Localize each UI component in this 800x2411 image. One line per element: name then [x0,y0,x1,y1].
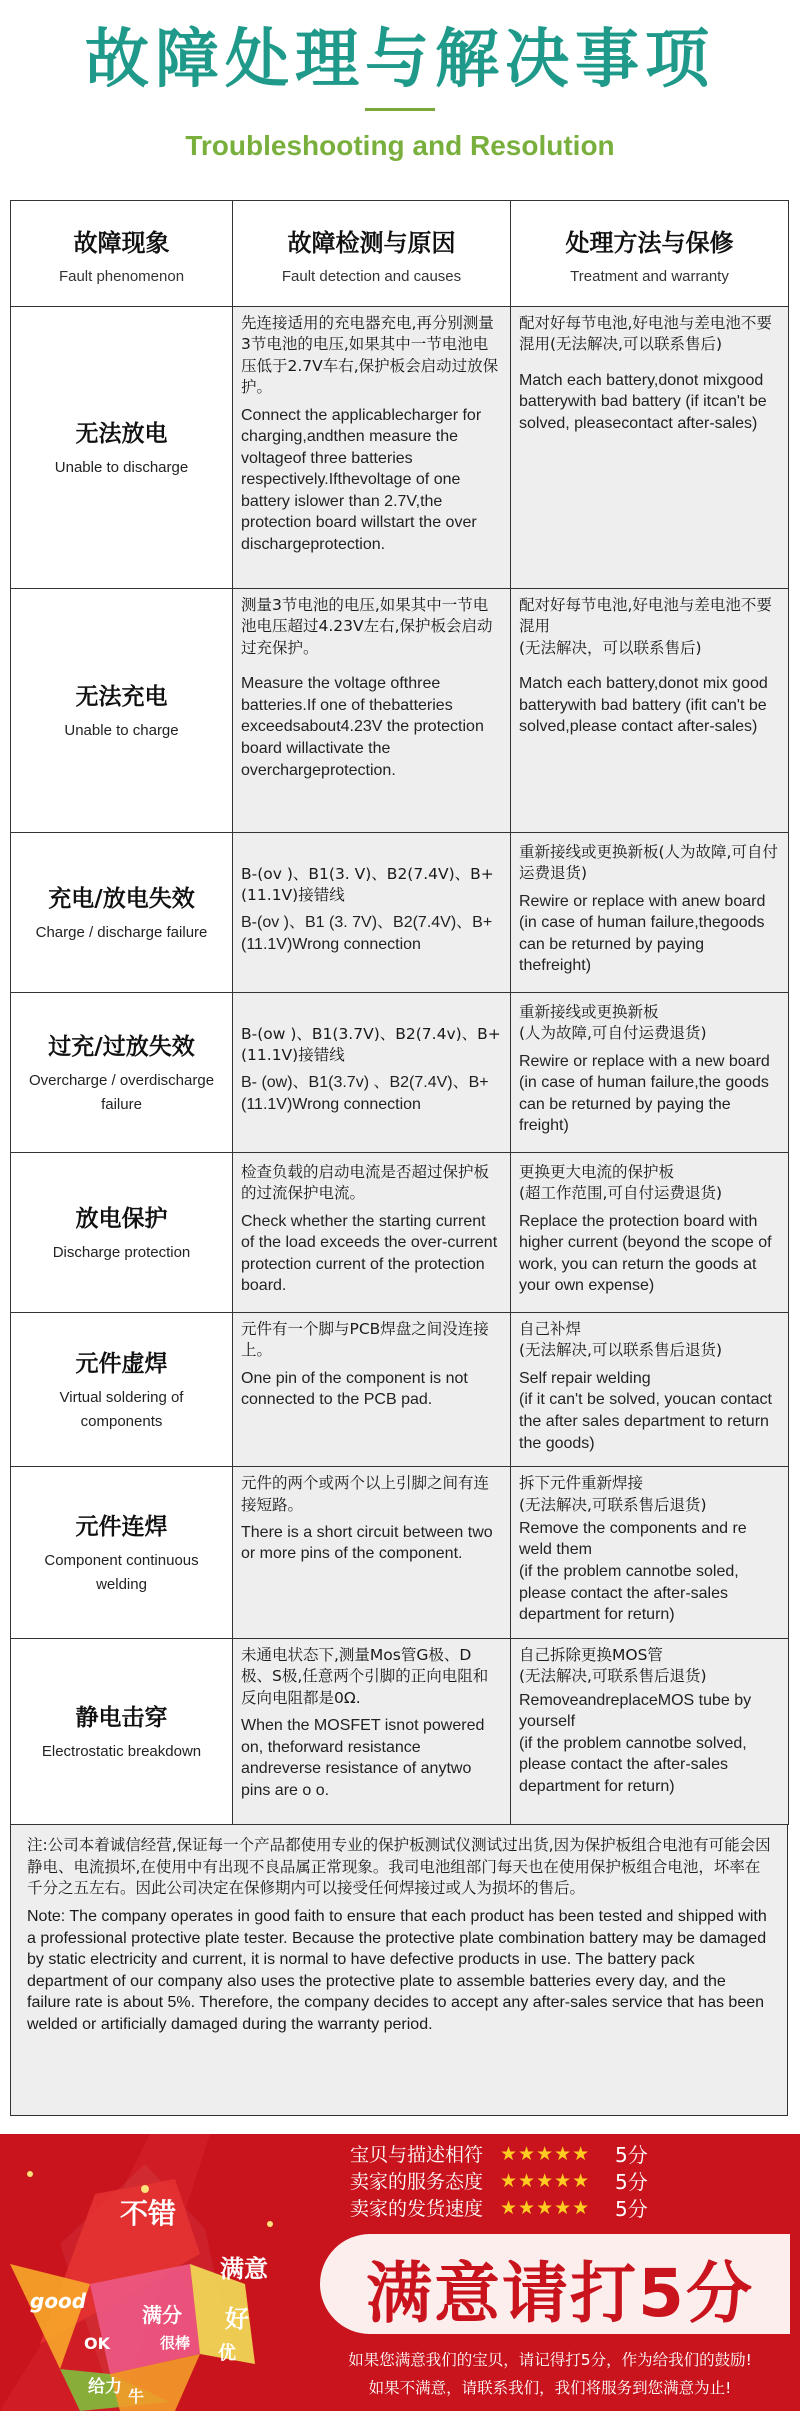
fix-en: Rewire or replace with anew board (in case of human failure,thegoods can be returned by paying thefreight) [519,892,766,975]
cause-en: B-(ov )、B1 (3. 7V)、B2(7.4V)、B+(11.1V)Wrong connection [241,914,493,953]
symptom-en: Discharge protection [52,1244,191,1261]
symptom-zh: 元件连焊 [75,1513,168,1540]
fan-word: 很棒 [160,2334,191,2352]
fan-word: 优 [218,2343,236,2364]
cause-zh: 未通电状态下,测量Mos管G极、D极、S极,任意两个引脚的正向电阻和反向电阻都是0Ω. [241,1645,489,1707]
rating-banner [0,2134,800,2411]
fix-zh: 配对好每节电池,好电池与差电池不要混用(无法解决,可以联系售后) [519,314,772,354]
header-cause-zh: 故障检测与原因 [287,228,456,257]
rating-row-shipping [350,2194,670,2221]
fix-en: Replace the protection board with higher current (beyond the scope of work, you can return the goods at your own expense) [519,1212,772,1295]
symptom-en: Unable to discharge [54,459,189,476]
rating-list [350,2140,670,2221]
symptom-en: Charge / discharge failure [35,924,208,941]
cause-zh: 元件的两个或两个以上引脚之间有连接短路。 [241,1474,490,1514]
rating-score: 5分 [615,2143,648,2167]
symptom-cell [11,1467,233,1639]
symptom-zh: 充电/放电失效 [48,886,195,912]
symptom-zh: 无法放电 [75,421,168,447]
fan-word: 不错 [120,2197,177,2230]
header-cause-en: Fault detection and causes [281,267,462,285]
header-fix-en: Treatment and warranty [570,267,729,285]
symptom-zh: 元件虚焊 [75,1351,168,1378]
symptom-cell [11,1313,233,1467]
cause-en: Measure the voltage ofthree batteries.If one of thebatteries exceedsabout4.23V the protection board willactivate the overchargeprotection. [241,675,484,779]
fix-en: Remove the components and re weld them (if the problem cannotbe soled, please contact the after-sales department for return) [519,1519,747,1624]
title-divider [365,108,435,111]
header-fix [511,201,789,307]
fix-cell [511,993,789,1153]
symptom-cell [11,1638,233,1824]
star-icon: ★★★★★ [500,2142,591,2165]
rating-label: 卖家的发货速度 [350,2198,484,2220]
fix-zh: 拆下元件重新焊接 (无法解决,可联系售后退货) [519,1474,707,1514]
table-row [11,1638,789,1824]
page-title: 故障处理与解决事项 [85,23,715,97]
symptom-cell [11,833,233,993]
table-row [11,1313,789,1467]
symptom-en: Electrostatic breakdown [41,1742,202,1760]
warranty-note [10,1824,788,2116]
fix-zh: 重新接线或更换新板 (人为故障,可自付运费退货) [519,1002,707,1043]
cause-cell [233,1153,511,1313]
symptom-cell [11,589,233,833]
table-row [11,1467,789,1639]
fan-word: good [30,2289,87,2313]
table-row [11,993,789,1153]
cause-zh: B-(ow )、B1(3.7V)、B2(7.4v)、B+ (11.1V)接错线 [241,1024,501,1064]
fix-zh: 自己拆除更换MOS管 (无法解决,可联系售后退货) [519,1645,707,1686]
fix-en: Match each battery,donot mix good batterywith bad battery (ifit can't be solved,please contact after-sales) [519,675,768,736]
symptom-cell [11,307,233,589]
fix-zh: 自己补焊 (无法解决,可以联系售后退货) [519,1320,723,1360]
fan-word: 好 [225,2305,249,2333]
cause-en: When the MOSFET isnot powered on, theforward resistance andreverse resistance of anytwo pins are o o. [241,1716,485,1799]
fix-en: Match each battery,donot mixgood batterywith bad battery (if itcan't be solved, pleasecontact after-sales) [519,371,767,432]
fix-en: Self repair welding (if it can't be solved, youcan contact the after sales department to return the goods) [519,1369,772,1452]
fix-cell [511,1153,789,1313]
fix-en: RemoveandreplaceMOS tube by yourself (if the problem cannotbe solved, please contact the after-sales department for return) [519,1691,752,1795]
fan-word: OK [84,2334,110,2353]
fix-en: Rewire or replace with a new board (in case of human failure,the goods can be returned by paying the freight) [519,1052,770,1135]
rating-score: 5分 [615,2197,648,2221]
symptom-en: Unable to charge [64,722,179,739]
fan-word: 牛 [128,2387,145,2406]
fix-cell [511,1313,789,1467]
star-icon: ★★★★★ [500,2169,591,2192]
cause-cell [233,1313,511,1467]
cause-cell [233,307,511,589]
fix-zh: 重新接线或更换新板(人为故障,可自付运费退货) [519,842,778,883]
rating-row-service [350,2167,670,2194]
cause-cell [233,1467,511,1639]
slogan: 满意请打5分 [366,2255,754,2332]
note-zh: 注:公司本着诚信经营,保证每一个产品都使用专业的保护板测试仪测试过出货,因为保护板组合电池有可能会因静电、电流损坏,在使用中有出现不良品属正常现象。我司电池组部门每天也在使用保护板组合电池，坏率在千分之五左右。因此公司决定在保修期内可以接受任何焊接过或人为损坏的售后。 [27,1836,771,1898]
header-cause [233,201,511,307]
symptom-zh: 放电保护 [75,1206,168,1232]
symptom-zh: 过充/过放失效 [48,1034,195,1060]
symptom-en: Overcharge / overdischarge failure [28,1072,215,1113]
table-row [11,833,789,993]
star-icon: ★★★★★ [500,2196,591,2219]
note-en: Note: The company operates in good faith to ensure that each product has been tested and shipped with a professional protective plate tester. Because the protective plate combination battery may be damaged by static electricity and current, it is normal to have defective products in use. The battery pack department of our company also uses the protective plate to assemble batteries every day, and the failure rate is about 5%. Therefore, the company decides to accept any after-sales service that has been welded or artificially damaged during the warranty period. [27,1908,767,2034]
cause-zh: B-(ov )、B1(3. V)、B2(7.4V)、B+(11.1V)接错线 [241,864,494,904]
cause-en: B- (ow)、B1(3.7v) 、B2(7.4V)、B+(11.1V)Wrong connection [241,1074,489,1113]
fix-zh: 更换更大电流的保护板 (超工作范围,可自付运费退货) [519,1162,723,1203]
cause-cell [233,833,511,993]
fix-cell [511,833,789,993]
cause-cell [233,993,511,1153]
rating-label: 卖家的服务态度 [350,2171,484,2193]
header-symptom-zh: 故障现象 [73,228,170,257]
symptom-en: Component continuous welding [44,1551,199,1593]
cause-zh: 元件有一个脚与PCB焊盘之间没连接上。 [241,1320,489,1360]
fix-zh: 配对好每节电池,好电池与差电池不要混用 (无法解决，可以联系售后) [519,596,772,657]
symptom-zh: 静电击穿 [75,1704,168,1731]
symptom-cell [11,993,233,1153]
symptom-cell [11,1153,233,1313]
fan-word: 满分 [142,2303,182,2327]
page-subtitle: Troubleshooting and Resolution [185,130,615,161]
cause-en: Connect the applicablecharger for charging,andthen measure the voltageof three batteries respectively.Ifthevoltage of one battery islower than 2.7V,the protection board willstart the over dischargeprotection. [241,406,482,554]
cause-en: One pin of the component is not connected to the PCB pad. [241,1369,468,1409]
table-row [11,589,789,833]
footer-line-2: 如果不满意，请联系我们，我们将服务到您满意为止! [368,2379,732,2397]
fan-word: 给力 [88,2377,122,2397]
rating-score: 5分 [615,2170,648,2194]
fix-cell [511,1467,789,1639]
cause-cell [233,589,511,833]
symptom-zh: 无法充电 [75,684,168,710]
header-fix-zh: 处理方法与保修 [565,228,734,257]
cause-en: Check whether the starting current of the load exceeds the over-current protection current of the protection board. [241,1212,498,1295]
header-symptom-en: Fault phenomenon [58,267,185,285]
cause-cell [233,1638,511,1824]
fix-cell [511,589,789,833]
fan-word: 满意 [220,2255,268,2283]
table-header-row [11,201,789,307]
troubleshooting-table [10,200,789,1825]
symptom-en: Virtual soldering of components [59,1389,184,1431]
rating-row-description [350,2140,670,2167]
fix-cell [511,1638,789,1824]
cause-zh: 先连接适用的充电器充电,再分别测量3节电池的电压,如果其中一节电池电压低于2.7V车右,保护板会启动过放保护。 [241,314,499,397]
rating-label: 宝贝与描述相符 [350,2144,484,2166]
footer-line-1: 如果您满意我们的宝贝，请记得打5分，作为给我们的鼓励! [348,2351,752,2369]
fix-cell [511,307,789,589]
table-row [11,1153,789,1313]
table-row [11,307,789,589]
cause-en: There is a short circuit between two or more pins of the component. [241,1523,493,1563]
header-symptom [11,201,233,307]
cause-zh: 检查负载的启动电流是否超过保护板的过流保护电流。 [241,1162,490,1203]
cause-zh: 测量3节电池的电压,如果其中一节电池电压超过4.23V左右,保护板会启动过充保护。 [241,596,493,657]
